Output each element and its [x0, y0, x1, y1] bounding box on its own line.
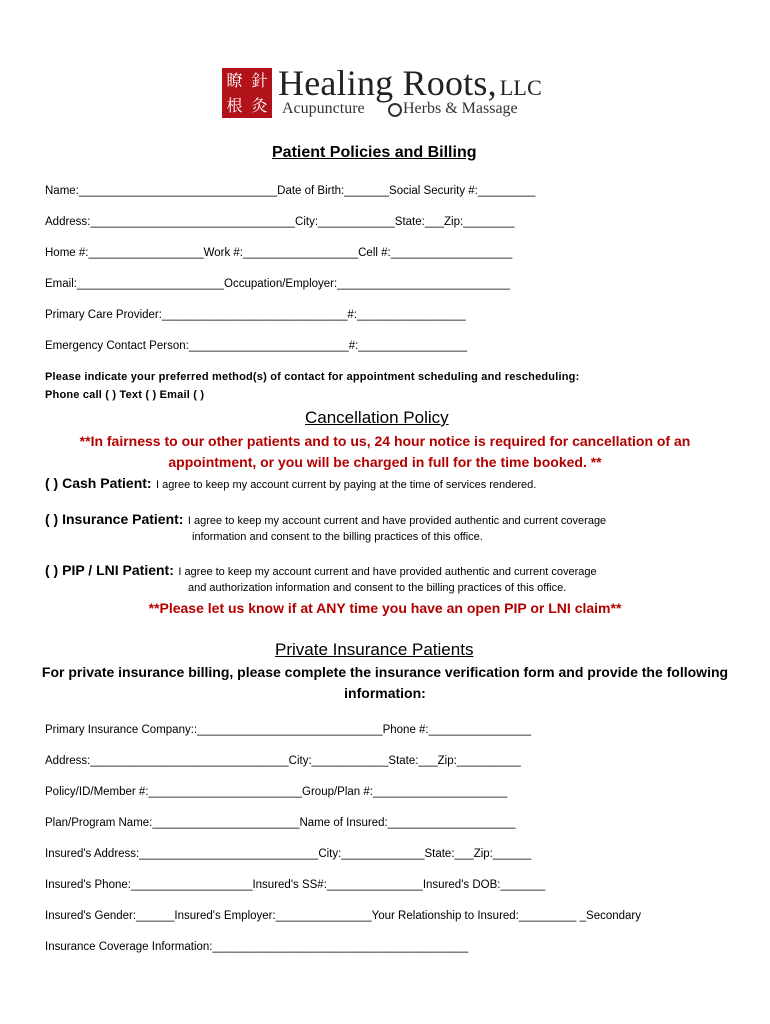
patient-line-address[interactable]: Address:________________________________City:____________State:___Zip:________: [45, 216, 515, 228]
brand-suffix: LLC: [499, 75, 542, 100]
insurance-line-policy[interactable]: Policy/ID/Member #:________________________Group/Plan #:_____________________: [45, 786, 508, 798]
insurance-line-coverage[interactable]: Insurance Coverage Information:________________________________________: [45, 941, 469, 953]
brand-name: [278, 62, 542, 104]
pip-patient-label: ( ) PIP / LNI Patient:: [45, 562, 174, 578]
insurance-line-gender[interactable]: Insured's Gender:______Insured's Employer:_______________Your Relationship to Insured:_________ _Secondary: [45, 910, 642, 922]
insurance-line-company[interactable]: Primary Insurance Company::_____________________________Phone #:________________: [45, 724, 531, 736]
patient-line-name[interactable]: Name:_______________________________Date of Birth:_______Social Security #:_________: [45, 185, 536, 197]
private-insurance-instructions: For private insurance billing, please complete the insurance verification form and provide the following information:: [41, 664, 729, 701]
patient-line-email[interactable]: Email:_______________________Occupation/Employer:___________________________: [45, 278, 510, 290]
insurance-patient-option[interactable]: [45, 511, 606, 529]
insurance-line-address[interactable]: Address:_______________________________City:____________State:___Zip:__________: [45, 755, 521, 767]
insurance-patient-desc: I agree to keep my account current and have provided authentic and current coverage: [187, 515, 607, 527]
insurance-patient-label: ( ) Insurance Patient:: [45, 511, 184, 527]
seal-char: 灸: [251, 96, 268, 115]
patient-line-emergency[interactable]: Emergency Contact Person:_________________________#:_________________: [45, 340, 468, 352]
patient-line-provider[interactable]: Primary Care Provider:_____________________________#:_________________: [45, 309, 466, 321]
pip-notice: **Please let us know if at ANY time you have an open PIP or LNI claim**: [148, 600, 622, 616]
cancellation-heading: Cancellation Policy: [305, 408, 449, 427]
seal-char: 瞭: [226, 71, 243, 90]
seal-char: 針: [251, 71, 268, 90]
service-acupuncture: Acupuncture: [282, 100, 365, 117]
insurance-patient-desc-cont: information and consent to the billing practices of this office.: [192, 531, 483, 543]
pip-patient-desc: I agree to keep my account current and have provided authentic and current coverage: [178, 566, 597, 578]
service-herbs-massage: Herbs & Massage: [403, 100, 518, 117]
page-title: Patient Policies and Billing: [272, 144, 477, 161]
brand-name-text: Healing Roots,: [278, 63, 497, 103]
cash-patient-label: ( ) Cash Patient:: [45, 475, 152, 491]
pip-patient-option[interactable]: [45, 562, 597, 580]
insurance-line-insured-address[interactable]: Insured's Address:____________________________City:_____________State:___Zip:______: [45, 848, 532, 860]
insurance-line-plan[interactable]: Plan/Program Name:_______________________Name of Insured:____________________: [45, 817, 516, 829]
pip-patient-desc-cont: and authorization information and consent to the billing practices of this office.: [188, 582, 567, 594]
cash-patient-option[interactable]: [45, 475, 536, 493]
contact-pref-prompt: Please indicate your preferred method(s) of contact for appointment scheduling and rescheduling:: [45, 371, 580, 383]
seal-logo: [222, 68, 272, 118]
practice-logo: [222, 63, 552, 124]
private-insurance-heading: Private Insurance Patients: [275, 640, 474, 659]
swirl-icon: [388, 103, 402, 117]
contact-pref-options[interactable]: Phone call ( ) Text ( ) Email ( ): [45, 389, 205, 401]
cancellation-notice: **In fairness to our other patients and to us, 24 hour notice is required for cancellation of an appointment, or you will be charged in full for the time booked. **: [79, 433, 691, 470]
insurance-line-insured-phone[interactable]: Insured's Phone:___________________Insured's SS#:_______________Insured's DOB:_______: [45, 879, 546, 891]
patient-line-phones[interactable]: Home #:__________________Work #:__________________Cell #:___________________: [45, 247, 513, 259]
seal-char: 根: [226, 96, 243, 115]
cash-patient-desc: I agree to keep my account current by paying at the time of services rendered.: [156, 479, 537, 491]
